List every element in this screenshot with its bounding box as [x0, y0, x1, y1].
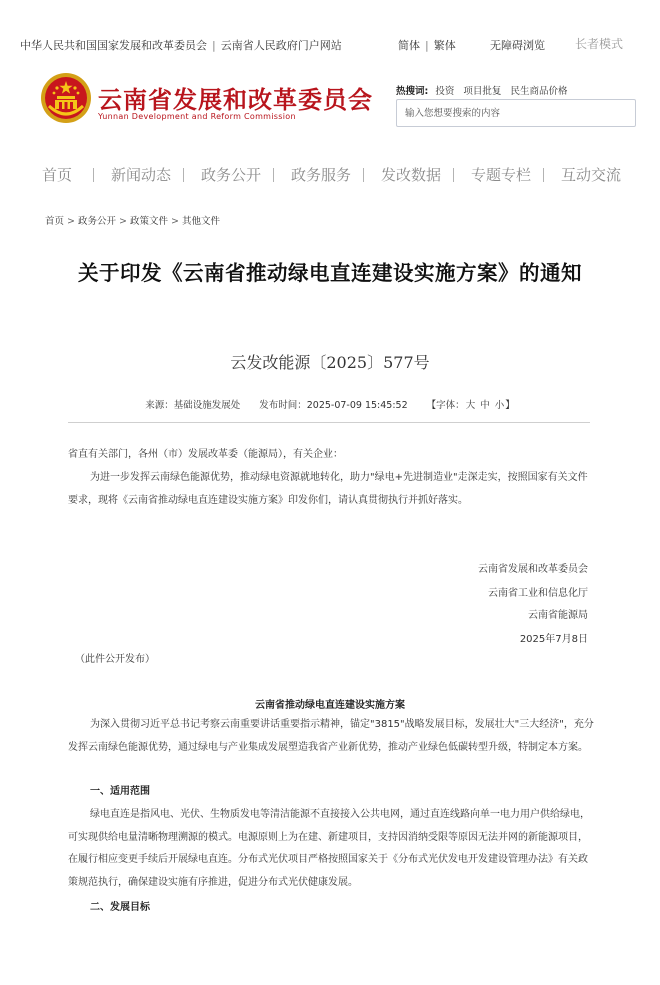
font-medium-button[interactable]: 中 — [480, 400, 490, 411]
nav-item-home[interactable]: 首页 — [42, 166, 73, 184]
breadcrumb-policy[interactable]: 政策文件 — [129, 216, 168, 227]
hot-keyword[interactable]: 投资 — [435, 86, 455, 97]
publish-time: 发布时间：2025-07-09 15:45:52 — [259, 400, 408, 411]
main-nav — [0, 162, 660, 188]
plan-title: 云南省推动绿电直连建设实施方案 — [255, 700, 405, 711]
font-size-switch — [427, 400, 515, 411]
nav-item-interaction[interactable]: 互动交流 — [561, 166, 622, 184]
breadcrumb-separator: > — [67, 216, 75, 227]
divider: | — [212, 39, 216, 52]
sign-date: 2025年7月8日 — [519, 634, 588, 645]
plan-intro: 为深入贯彻习近平总书记考察云南重要讲话重要指示精神，锚定"3815"战略发展目标，发展壮大"三大经济"，充分发挥云南绿色能源优势，通过绿电与产业集成发展塑造我省产业新优势，推动产业绿色低碳转型升级，特制定本方案。 — [68, 719, 594, 753]
top-bar — [0, 30, 660, 60]
breadcrumb-separator: > — [170, 216, 179, 227]
nav-divider — [183, 168, 184, 182]
font-size-label: 【字体： — [426, 400, 465, 411]
nav-item-data[interactable]: 发改数据 — [381, 166, 442, 184]
accessible-link[interactable]: 无障碍浏览 — [490, 39, 545, 52]
breadcrumb-separator: > — [119, 216, 127, 227]
document-number: 云发改能源〔2025〕577号 — [230, 353, 430, 372]
signer: 云南省能源局 — [528, 610, 588, 621]
hot-keyword[interactable]: 项目批复 — [463, 86, 502, 97]
nav-divider — [273, 168, 274, 182]
nav-item-news[interactable]: 新闻动态 — [111, 166, 172, 184]
national-emblem-icon — [40, 72, 92, 124]
breadcrumb — [45, 213, 220, 227]
nav-item-services[interactable]: 政务服务 — [291, 166, 352, 184]
traditional-link[interactable]: 繁体 — [433, 39, 456, 52]
yunnan-gov-link[interactable]: 云南省人民政府门户网站 — [220, 39, 342, 52]
breadcrumb-gov-info[interactable]: 政务公开 — [77, 216, 116, 227]
nav-divider — [363, 168, 364, 182]
ndrc-link[interactable]: 中华人民共和国国家发展和改革委员会 — [20, 39, 207, 52]
notice-paragraph: 为进一步发挥云南绿色能源优势，推动绿电资源就地转化，助力"绿电+先进制造业"走深走实，按照国家有关文件要求，现将《云南省推动绿电直连建设实施方案》印发你们，请认真贯彻执行并抓好落实。 — [68, 472, 588, 506]
nav-item-gov-info[interactable]: 政务公开 — [201, 166, 262, 184]
site-name-cn: 云南省发展和改革委员会 — [98, 85, 373, 114]
site-name-en: Yunnan Development and Reform Commission — [98, 112, 296, 121]
addressee: 省直有关部门，各州（市）发展改革委（能源局），有关企业： — [68, 449, 343, 460]
section-heading: 二、发展目标 — [90, 902, 150, 913]
nav-divider — [543, 168, 544, 182]
divider-line — [68, 422, 590, 423]
article-title: 关于印发《云南省推动绿电直连建设实施方案》的通知 — [78, 261, 582, 285]
hot-keywords — [396, 83, 573, 97]
article-source: 来源：基础设施发展处 — [145, 400, 241, 411]
language-switch — [398, 37, 456, 53]
font-large-button[interactable]: 大 — [465, 400, 476, 411]
breadcrumb-home[interactable]: 首页 — [45, 216, 65, 227]
divider: | — [425, 39, 429, 52]
search-input[interactable] — [396, 99, 636, 127]
font-small-button[interactable]: 小 — [494, 400, 505, 411]
font-size-bracket: 】 — [505, 400, 515, 411]
nav-divider — [453, 168, 454, 182]
hot-keyword[interactable]: 民生商品价格 — [510, 86, 568, 97]
publish-note: （此件公开发布） — [75, 654, 155, 665]
hot-keywords-label: 热搜词: — [396, 86, 429, 97]
section-heading: 一、适用范围 — [90, 786, 150, 797]
nav-divider — [93, 168, 94, 182]
simplified-link[interactable]: 简体 — [398, 39, 420, 52]
article-meta — [0, 397, 660, 411]
breadcrumb-other[interactable]: 其他文件 — [181, 216, 220, 227]
signer: 云南省工业和信息化厅 — [488, 588, 588, 599]
section-paragraph: 绿电直连是指风电、光伏、生物质发电等清洁能源不直接接入公共电网，通过直连线路向单一电力用户供给绿电，可实现供给电量清晰物理溯源的模式。电源原则上为在建、新建项目，支持因消纳受限等原因无法并网的新能源项目，在履行相应变更手续后开展绿电直连。分布式光伏项目严格按照国家关于《分布式光伏发电开发建设管理办法》有关政策规范执行，确保建设实施有序推进，促进分布式光伏健康发展。 — [68, 809, 590, 888]
top-links — [20, 37, 342, 53]
elder-mode-link[interactable]: 长者模式 — [575, 37, 624, 51]
nav-item-topics[interactable]: 专题专栏 — [471, 166, 532, 184]
signer: 云南省发展和改革委员会 — [478, 564, 588, 575]
